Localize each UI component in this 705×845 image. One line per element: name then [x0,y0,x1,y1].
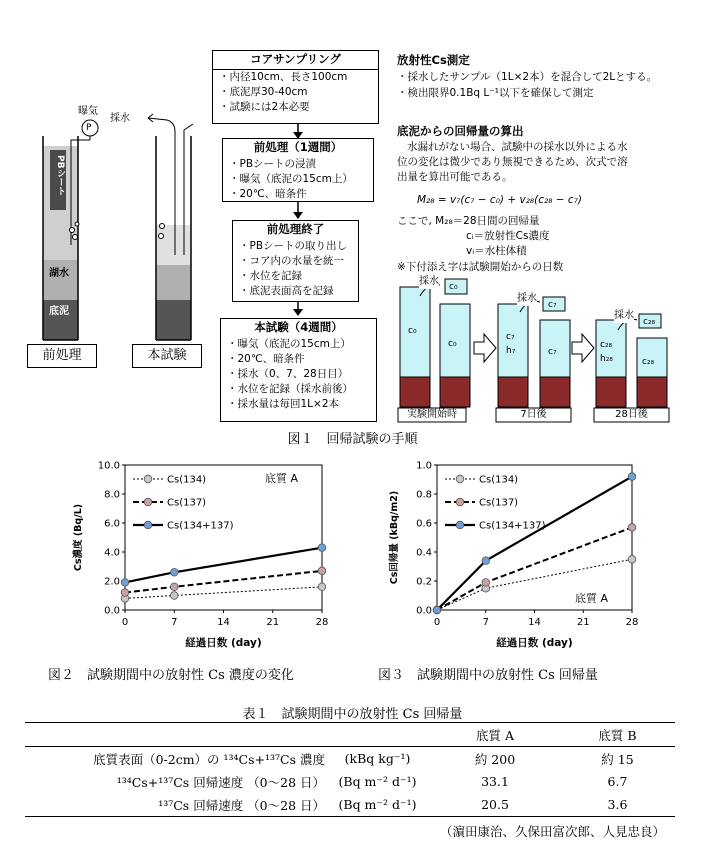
c7-label: c₇ [548,347,557,357]
calc-def: vᵢ＝水柱体積 [466,245,527,257]
table-row [25,793,675,817]
sampling-label: 採水 [614,310,634,321]
calc-para: 位の変化は微少であり無視できるため、次式で溶 [397,156,628,168]
legend-label: Cs(134) [479,474,519,486]
c28-label: c₂₈ [643,317,656,327]
authors: （濵田康治、久保田富次郎、人見忠良） [439,824,665,839]
legend-label: Cs(137) [479,497,519,509]
flow-line: ・コア内の水量を統一 [239,255,344,267]
x-tick-label: 21 [266,617,280,628]
legend-marker [144,475,152,483]
x-tick-label: 7 [482,617,489,628]
x-tick-label: 14 [217,617,230,628]
calc-def: cᵢ＝放射性Cs濃度 [466,230,550,242]
table-cell: (kBq kg⁻¹) [325,747,430,771]
y-tick-label: 4.0 [104,547,120,559]
x-tick-label: 0 [121,617,129,628]
table-cell: (Bq m⁻² d⁻¹) [325,793,430,817]
flow-box-title: コアサンプリング [213,51,378,70]
x-tick-label: 14 [528,617,541,628]
data-point [170,569,178,577]
calc-para: 水漏れがない場合、試験中の採水以外による水 [407,141,628,153]
flow-box-title: 本試験（4週間） [254,320,343,334]
flow-line: ・水位を記録 [239,270,302,282]
x-tick-label: 28 [625,617,639,628]
x-axis-label: 経過日数 (day) [496,637,573,649]
legend-label: Cs(134+137) [167,520,234,532]
stage-label-start: 実験開始時 [407,409,457,420]
flow-box-pretreatment-end [232,220,359,302]
flow-line: ・PBシートの浸漬 [229,158,317,170]
flow-line: ・水位を記録（採水前後） [227,383,353,395]
table-cell: 約 15 [560,747,675,771]
data-point [121,579,129,587]
y-axis-label: Cs回帰量 (kBq/m2) [389,490,400,585]
table-cell: 33.1 [481,774,509,789]
data-point [482,579,490,587]
y-tick-label: 0.6 [416,518,432,530]
x-axis-label: 経過日数 (day) [185,637,262,649]
sampling-label: 採水 [419,276,439,287]
flow-box-main-test [220,318,377,422]
x-tick-label: 28 [315,617,329,628]
flow-line: ・採水量は毎回1L×2本 [227,398,340,410]
data-point [628,473,636,481]
x-tick-label: 0 [433,617,441,628]
c7-label: c₇ [506,332,515,342]
flow-line: ・曝気（底泥の15cm上） [229,173,353,185]
stage-label-28: 28日後 [615,409,648,420]
table-row [25,770,675,793]
legend-marker [456,475,464,483]
y-tick-label: 2.0 [104,576,120,588]
sampling-label: 採水 [517,293,537,304]
data-point [170,583,178,591]
data-point [170,592,178,600]
table-cell: ¹³⁷Cs 回帰速度 （0～28 日） [25,793,325,817]
flow-box-pretreatment [222,138,374,202]
table1 [25,722,675,817]
stage-label-7: 7日後 [520,409,547,420]
y-tick-label: 8.0 [104,489,120,501]
c0-label: c₀ [448,339,457,349]
flow-line: ・20℃、暗条件 [229,188,307,200]
data-point [482,557,490,565]
aeration-label: 曝気 [78,106,98,117]
x-tick-label: 7 [171,617,178,628]
flow-line: ・底泥厚30-40cm [219,86,308,98]
table-cell: (Bq m⁻² d⁻¹) [338,774,417,789]
c7-label: c₇ [548,300,557,310]
flow-box-title: 前処理終了 [266,222,325,236]
table1-caption: 表１ 試験期間中の放射性 Cs 回帰量 [242,707,463,722]
flow-line: ・20℃、暗条件 [227,353,305,365]
chart-annotation: 底質 A [265,472,299,485]
sampling-label: 採水 [110,113,130,124]
figure3-caption: 図３ 試験期間中の放射性 Cs 回帰量 [378,668,598,683]
main-test-label: 本試験 [132,344,202,368]
calc-note: ※下付添え字は試験開始からの日数 [397,261,564,273]
figure1-caption: 図１ 回帰試験の手順 [287,432,418,447]
y-tick-label: 0.4 [416,547,432,559]
legend-marker [456,498,464,506]
y-tick-label: 0.2 [416,576,432,588]
sediment-label: 底泥 [49,306,69,317]
flow-line: ・PBシートの取り出し [239,240,348,252]
figure2-caption: 図２ 試験期間中の放射性 Cs 濃度の変化 [48,668,294,683]
table-row [25,747,675,771]
table-header: 底質 B [560,723,675,747]
pre-treatment-label: 前処理 [27,344,97,368]
data-point [318,583,326,591]
flow-line: ・底泥表面高を記録 [239,285,334,297]
measure-line: ・検出限界0.1Bq L⁻¹以下を確保して測定 [397,87,594,99]
formula: M₂₈ = v₇(c₇ − c₀) + v₂₈(c₂₈ − c₇) [417,194,582,206]
pb-sheet-label: PBシート [55,155,65,196]
legend-marker [456,521,464,529]
legend-label: Cs(134+137) [479,520,546,532]
calc-def: ここで, M₂₈＝28日間の回帰量 [397,215,540,227]
flow-line: ・内径10cm、長さ100cm [219,71,348,83]
chart-annotation: 底質 A [575,592,609,605]
table-cell: 6.7 [607,774,628,789]
c0-label: c₀ [408,326,417,336]
h28-label: h₂₈ [600,354,613,364]
legend-marker [144,498,152,506]
table-cell: 約 200 [430,747,560,771]
y-axis-label: Cs濃度 (Bq/L) [73,503,84,572]
figure3-chart [375,455,670,660]
c28-label: c₂₈ [600,340,613,350]
table-cell: 3.6 [560,793,675,817]
lake-water-label: 湖水 [49,268,69,279]
y-tick-label: 0.8 [416,489,432,501]
figure2-chart [55,455,355,660]
table-cell: 20.5 [430,793,560,817]
flow-line: ・試験には2本必要 [219,101,310,113]
flow-box-core-sampling [212,50,379,124]
data-point [628,555,636,563]
y-tick-label: 1.0 [416,460,432,472]
h7-label: h₇ [506,346,516,356]
data-point [318,544,326,552]
calc-title: 底泥からの回帰量の算出 [397,124,524,138]
c28-label: c₂₈ [642,357,655,367]
legend-label: Cs(137) [167,497,207,509]
table-header: 底質 A [430,723,560,747]
table-header [325,723,430,747]
flow-line: ・採水（0、7、28日目） [227,368,349,380]
calc-para: 出量を算出可能である。 [397,171,513,183]
y-tick-label: 0.0 [104,605,120,617]
flow-box-title: 前処理（1週間） [253,140,343,154]
table-header [25,723,325,747]
table-cell: ¹³⁴Cs+¹³⁷Cs 回帰速度 （0～28 日） [116,774,325,790]
y-tick-label: 0.0 [416,605,432,617]
data-point [318,567,326,575]
legend-label: Cs(134) [167,474,207,486]
c0-label: c₀ [449,282,458,292]
data-point [121,589,129,597]
x-tick-label: 21 [576,617,590,628]
y-tick-label: 10.0 [97,460,120,472]
legend-marker [144,521,152,529]
measure-line: ・採水したサンプル（1L×2本）を混合して2Lとする。 [397,71,658,83]
y-tick-label: 6.0 [104,518,120,530]
pump-label: P [86,123,92,133]
table-cell: 底質表面（0-2cm）の ¹³⁴Cs+¹³⁷Cs 濃度 [25,747,325,771]
measure-title: 放射性Cs測定 [397,53,470,67]
flow-line: ・曝気（底泥の15cm上） [227,338,351,350]
data-point [433,606,441,614]
data-point [628,524,636,532]
